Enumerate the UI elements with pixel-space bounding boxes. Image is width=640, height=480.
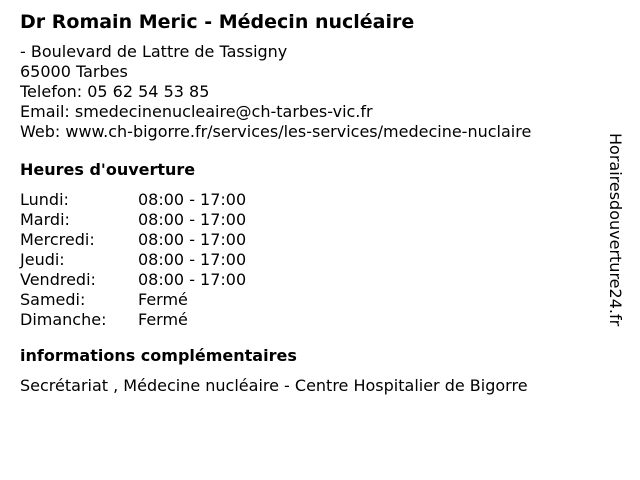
address-city: 65000 Tarbes bbox=[20, 62, 128, 81]
phone-number: Telefon: 05 62 54 53 85 bbox=[20, 82, 210, 101]
info-text: Secrétariat , Médecine nucléaire - Centre Hospitalier de Bigorre bbox=[20, 376, 528, 395]
hours-time: 08:00 - 17:00 bbox=[138, 190, 247, 209]
hours-row-friday bbox=[20, 270, 605, 290]
hours-table bbox=[20, 190, 605, 330]
info-heading: informations complémentaires bbox=[20, 346, 297, 365]
hours-time: Fermé bbox=[138, 310, 188, 329]
hours-day: Dimanche: bbox=[20, 310, 107, 329]
hours-time: 08:00 - 17:00 bbox=[138, 270, 247, 289]
hours-day: Vendredi: bbox=[20, 270, 96, 289]
hours-time: Fermé bbox=[138, 290, 188, 309]
hours-day: Jeudi: bbox=[20, 250, 65, 269]
hours-row-monday bbox=[20, 190, 605, 210]
contact-block bbox=[20, 42, 605, 142]
hours-row-sunday bbox=[20, 310, 605, 330]
email-address: Email: smedecinenucleaire@ch-tarbes-vic.fr bbox=[20, 102, 373, 121]
hours-day: Lundi: bbox=[20, 190, 69, 209]
hours-row-tuesday bbox=[20, 210, 605, 230]
address-street: - Boulevard de Lattre de Tassigny bbox=[20, 42, 288, 61]
content bbox=[20, 10, 605, 396]
hours-day: Mardi: bbox=[20, 210, 70, 229]
page-title: Dr Romain Meric - Médecin nucléaire bbox=[20, 11, 415, 33]
hours-day: Samedi: bbox=[20, 290, 86, 309]
site-watermark: Horairesdouverture24.fr bbox=[606, 133, 625, 327]
hours-time: 08:00 - 17:00 bbox=[138, 210, 247, 229]
hours-row-saturday bbox=[20, 290, 605, 310]
hours-row-wednesday bbox=[20, 230, 605, 250]
hours-time: 08:00 - 17:00 bbox=[138, 230, 247, 249]
website-address: Web: www.ch-bigorre.fr/services/les-services/medecine-nuclaire bbox=[20, 122, 532, 141]
hours-heading: Heures d'ouverture bbox=[20, 160, 196, 179]
hours-day: Mercredi: bbox=[20, 230, 95, 249]
hours-time: 08:00 - 17:00 bbox=[138, 250, 247, 269]
hours-row-thursday bbox=[20, 250, 605, 270]
